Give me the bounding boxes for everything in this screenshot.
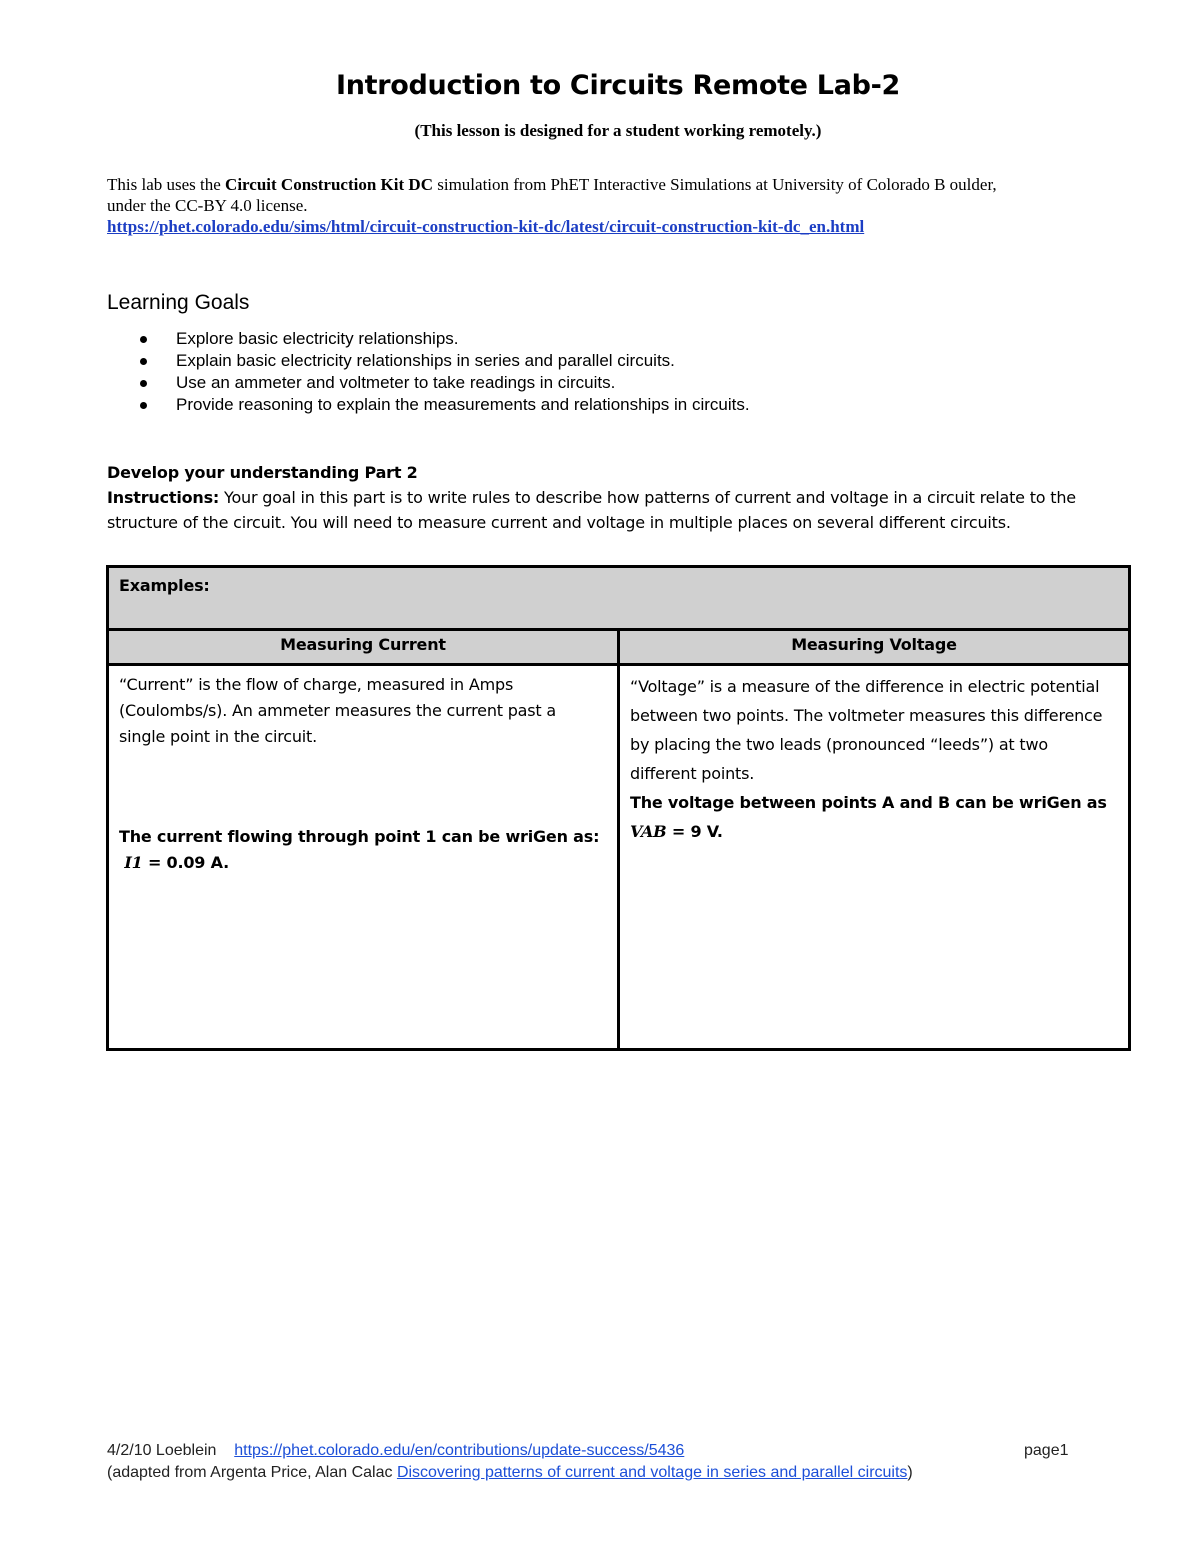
document-title: Introduction to Circuits Remote Lab-2: [335, 70, 901, 101]
current-value: = 0.09 A.: [142, 853, 229, 872]
bullet-icon: [140, 380, 147, 387]
footer-line-1: [107, 1440, 1107, 1462]
page-number: page1: [1024, 1442, 1069, 1459]
voltage-value: = 9 V.: [666, 822, 723, 841]
footer-adapted-link[interactable]: Discovering patterns of current and voltage in series and parallel circuits: [396, 1464, 908, 1481]
instructions-text: Your goal in this part is to write rules to describe how patterns of current and voltage in a circuit relate to the structure of the circuit. You will need to measure current and voltage in multiple places on several different circuits.: [107, 488, 1076, 532]
bullet-icon: [140, 336, 147, 343]
footer-adapted-prefix: (adapted from Argenta Price, Alan Calac: [107, 1464, 397, 1481]
goal-text: Explore basic electricity relationships.: [176, 329, 459, 348]
column-header-current: Measuring Current: [108, 630, 619, 665]
page-footer: [107, 1440, 1107, 1484]
footer-author: 4/2/10 Loeblein: [107, 1442, 217, 1459]
voltage-example-line: The voltage between points A and B can be wriGen as: [630, 793, 1107, 812]
current-description: “Current” is the flow of charge, measured in Amps (Coulombs/s). An ammeter measures the current past a single point in the circuit.: [119, 675, 556, 746]
voltage-cell: [619, 665, 1130, 1050]
goal-text: Explain basic electricity relationships in series and parallel circuits.: [176, 351, 675, 370]
current-variable: I1: [124, 853, 143, 872]
footer-line-2: [107, 1462, 1107, 1484]
column-header-voltage: Measuring Voltage: [619, 630, 1130, 665]
examples-table: [106, 565, 1131, 1051]
learning-goals-heading: Learning Goals: [107, 291, 250, 314]
learning-goals-list: [140, 328, 750, 416]
goal-text: Use an ammeter and voltmeter to take readings in circuits.: [176, 373, 616, 392]
voltage-description: “Voltage” is a measure of the difference in electric potential between two points. The voltmeter measures this difference by placing the two leads (pronounced “leeds”) at two different points.: [630, 677, 1103, 783]
develop-heading: Develop your understanding Part 2: [107, 463, 418, 482]
intro-prefix: This lab uses the: [107, 175, 226, 194]
voltage-variable: VAB: [630, 822, 667, 841]
goal-text: Provide reasoning to explain the measurements and relationships in circuits.: [176, 395, 750, 414]
bullet-icon: [140, 402, 147, 409]
bullet-icon: [140, 358, 147, 365]
examples-header: Examples:: [108, 567, 1130, 630]
footer-contribution-link[interactable]: https://phet.colorado.edu/en/contributions/update-success/5436: [234, 1442, 685, 1459]
develop-section: [107, 460, 1137, 535]
kit-name: Circuit Construction Kit DC: [225, 175, 433, 194]
footer-adapted-suffix: ): [907, 1464, 913, 1481]
voltage-equation: [630, 817, 1118, 846]
current-equation: [119, 850, 607, 876]
list-item: [140, 372, 750, 394]
current-cell: [108, 665, 619, 1050]
list-item: [140, 350, 750, 372]
intro-paragraph: [107, 174, 1147, 237]
list-item: [140, 394, 750, 416]
intro-suffix: simulation from PhET Interactive Simulations at University of Colorado B oulder,: [432, 175, 997, 194]
list-item: [140, 328, 750, 350]
simulation-link[interactable]: https://phet.colorado.edu/sims/html/circuit-construction-kit-dc/latest/circuit-construction-kit-dc_en.html: [107, 217, 865, 236]
instructions-label: Instructions:: [107, 488, 220, 507]
intro-license: under the CC-BY 4.0 license.: [107, 196, 308, 215]
instructions: [107, 485, 1137, 535]
current-example-line: The current flowing through point 1 can be wriGen as:: [119, 827, 600, 846]
document-subtitle: (This lesson is designed for a student working remotely.): [414, 121, 822, 140]
